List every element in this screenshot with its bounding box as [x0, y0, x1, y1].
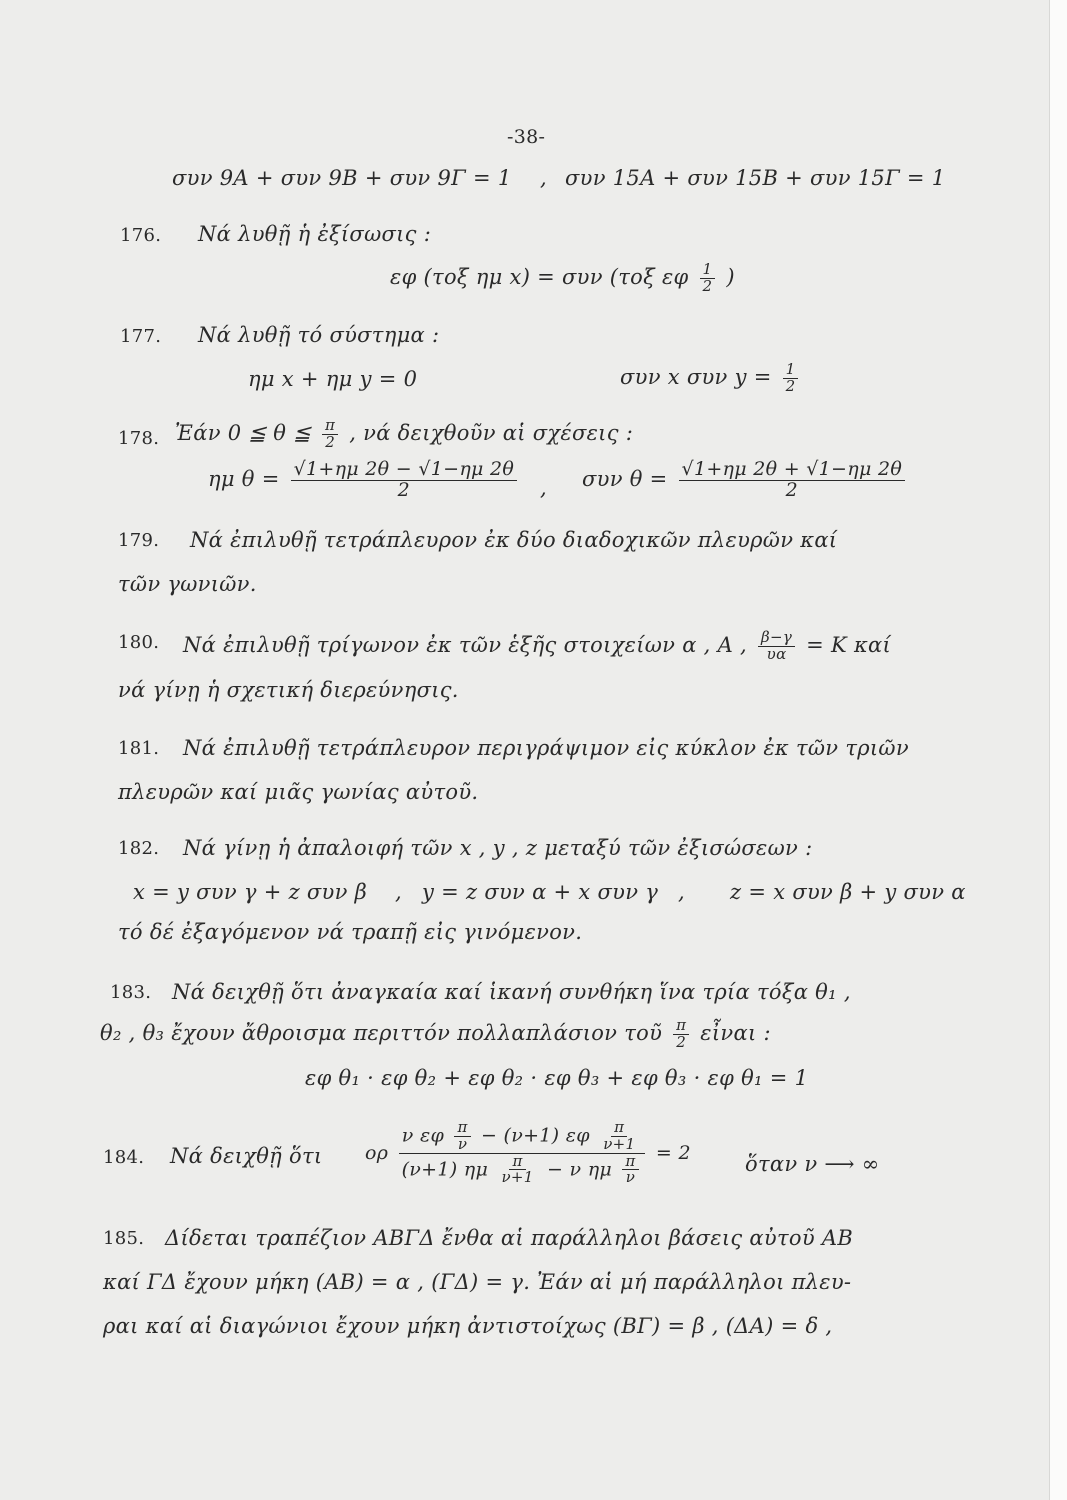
denominator: 2: [397, 478, 411, 501]
denominator: 2: [785, 478, 798, 501]
problem-text-line: τό δέ ἐξαγόμενον νά τραπῇ εἰς γινόμενον.: [118, 920, 583, 944]
limit-expression: [365, 1120, 691, 1186]
equation-cos: [582, 460, 909, 501]
separator: ,: [540, 166, 547, 190]
numerator: [399, 1120, 646, 1154]
fraction: [399, 1120, 646, 1186]
condition-text: Ἐάν 0 ≦ θ ≦: [175, 420, 312, 445]
problem-number: 181.: [118, 738, 160, 759]
problem-number: 185.: [103, 1228, 145, 1249]
page-number: -38-: [507, 126, 546, 148]
problem-number: 182.: [118, 838, 160, 859]
text: (ν+1) ημ: [401, 1157, 489, 1180]
separator: ,: [540, 476, 547, 500]
equation: [390, 262, 735, 295]
lhs: συν θ =: [582, 466, 668, 491]
text: εἶναι :: [700, 1020, 771, 1045]
numerator: 1: [700, 262, 716, 279]
problem-text-line: Νά δειχθῇ ὅτι ἀναγκαία καί ἱκανή συνθήκη ἵνα τρία τόξα θ₁ ,: [172, 980, 851, 1004]
denominator: [399, 1151, 646, 1187]
equation-sin: [208, 460, 521, 501]
denominator: 2: [702, 276, 713, 295]
problem-text-line: [100, 1018, 771, 1051]
denominator: 2: [676, 1032, 687, 1051]
numerator: β−γ: [758, 630, 795, 647]
problem-text: Νά λυθῇ ἡ ἐξίσωσις :: [198, 222, 432, 246]
problem-text-line: καί ΓΔ ἔχουν μήκη (ΑΒ) = α , (ΓΔ) = γ. Ἐάν αἱ μή παράλληλοι πλευ-: [103, 1270, 852, 1294]
equation: z = x συν β + y συν α: [730, 880, 966, 904]
problem-text-line: τῶν γωνιῶν.: [118, 572, 257, 596]
problem-number: 178.: [118, 428, 160, 449]
denominator: 2: [325, 432, 336, 451]
problem-text-line: Νά ἐπιλυθῇ τετράπλευρον ἐκ δύο διαδοχικῶν πλευρῶν καί: [190, 528, 838, 552]
numerator: π: [454, 1120, 470, 1137]
equation-text: εφ (τοξ ημ x) = συν (τοξ εφ: [390, 264, 689, 289]
fraction: [758, 630, 795, 663]
text: ν εφ: [401, 1124, 445, 1147]
fraction: [600, 1120, 638, 1153]
limit-condition: ὅταν ν ⟶ ∞: [745, 1152, 880, 1176]
problem-number: 180.: [118, 632, 160, 653]
problem-text: Νά λυθῇ τό σύστημα :: [198, 323, 440, 347]
problem-number: 184.: [103, 1147, 145, 1168]
numerator: π: [322, 418, 338, 435]
numerator: π: [622, 1154, 638, 1171]
fraction: [783, 362, 799, 395]
equation-text: συν x συν y =: [620, 364, 772, 389]
limit-operator: ορ: [365, 1142, 389, 1164]
problem-number: 183.: [110, 982, 152, 1003]
text: − (ν+1) εφ: [480, 1124, 590, 1147]
denominator: ν: [625, 1168, 636, 1187]
text: Νά ἐπιλυθῇ τρίγωνον ἐκ τῶν ἑξῆς στοιχείων α , Α ,: [183, 632, 748, 657]
fraction: [498, 1151, 536, 1187]
denominator: ν+1: [501, 1168, 534, 1187]
equation: [620, 362, 802, 395]
condition-text-post: , νά δειχθοῦν αἱ σχέσεις :: [349, 420, 634, 445]
problem-number: 176.: [120, 225, 162, 246]
numerator: 1: [783, 362, 799, 379]
numerator: π: [509, 1154, 525, 1171]
equation: x = y συν γ + z συν β: [133, 880, 368, 904]
fraction: [622, 1151, 638, 1187]
problem-text-line: πλευρῶν καί μιᾶς γωνίας αὐτοῦ.: [118, 780, 479, 804]
problem-text: Νά δειχθῇ ὅτι: [170, 1144, 323, 1168]
fraction: [322, 418, 338, 451]
problem-text-line: Νά γίνῃ ἡ ἀπαλοιφή τῶν x , y , z μεταξύ τῶν ἐξισώσεων :: [183, 836, 813, 860]
result: = 2: [655, 1142, 691, 1164]
problem-text-line: ραι καί αἱ διαγώνιοι ἔχουν μήκη ἀντιστοίχως (ΒΓ) = β , (ΔΑ) = δ ,: [103, 1314, 833, 1338]
problem-text-line: Δίδεται τραπέζιον ΑΒΓΔ ἔνθα αἱ παράλληλοι βάσεις αὐτοῦ ΑΒ: [165, 1226, 854, 1250]
separator: ,: [678, 880, 685, 904]
text: θ₂ , θ₃ ἔχουν ἄθροισμα περιττόν πολλαπλάσιον τοῦ: [100, 1020, 663, 1045]
lhs: ημ θ =: [208, 466, 280, 491]
equation: εφ θ₁ · εφ θ₂ + εφ θ₂ · εφ θ₃ + εφ θ₃ · εφ θ₁ = 1: [305, 1066, 809, 1090]
fraction: [700, 262, 716, 295]
equation-close: ): [726, 264, 735, 289]
problem-text: [175, 418, 633, 451]
denominator: ν+1: [603, 1134, 636, 1153]
fraction: [679, 460, 906, 501]
problem-text-line: νά γίνῃ ἡ σχετική διερεύνησις.: [118, 678, 459, 702]
problem-number: 177.: [120, 326, 162, 347]
numerator: √1+ημ 2θ − √1−ημ 2θ: [291, 460, 518, 481]
numerator: π: [611, 1120, 627, 1137]
denominator: ν: [457, 1134, 468, 1153]
numerator: √1+ημ 2θ + √1−ημ 2θ: [679, 460, 906, 481]
fraction: [454, 1120, 470, 1153]
equation: y = z συν α + x συν γ: [422, 880, 659, 904]
fraction: [291, 460, 518, 501]
numerator: π: [673, 1018, 689, 1035]
identity-left: συν 9Α + συν 9Β + συν 9Γ = 1: [172, 166, 512, 190]
problem-text-line: Νά ἐπιλυθῇ τετράπλευρον περιγράψιμον εἰς κύκλον ἐκ τῶν τριῶν: [183, 736, 909, 760]
equation: ημ x + ημ y = 0: [248, 367, 418, 391]
problem-number: 179.: [118, 530, 160, 551]
text: = Κ καί: [806, 632, 892, 657]
text: − ν ημ: [546, 1157, 613, 1180]
problem-text-line: [183, 630, 891, 663]
denominator: υα: [766, 644, 787, 663]
identity-right: συν 15Α + συν 15Β + συν 15Γ = 1: [565, 166, 946, 190]
denominator: 2: [785, 376, 796, 395]
fraction: [673, 1018, 689, 1051]
separator: ,: [395, 880, 402, 904]
page-edge: [1049, 0, 1067, 1500]
